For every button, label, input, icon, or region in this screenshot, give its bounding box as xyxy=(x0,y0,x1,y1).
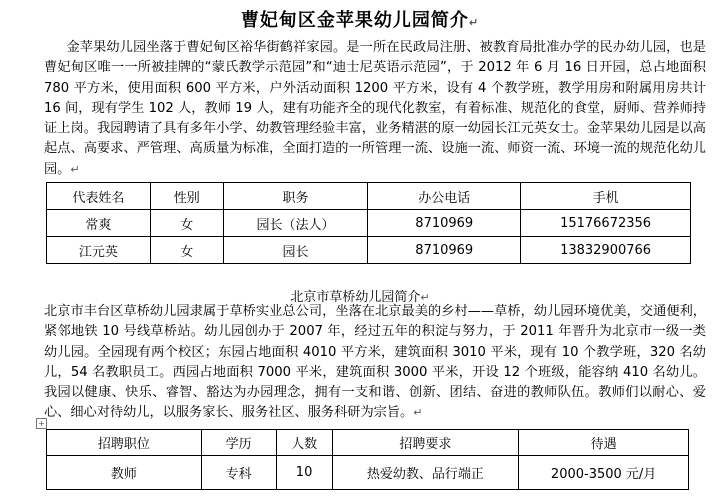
table-cell: 教师 xyxy=(47,456,202,490)
header-cell-office-phone: 办公电话 xyxy=(368,183,521,210)
table-cell: 10 xyxy=(276,456,332,490)
table-cell: 热爱幼教、品行端正 xyxy=(332,456,519,490)
table-cell: 常爽 xyxy=(47,210,151,237)
table-cell: 专科 xyxy=(201,456,276,490)
table-cell: 2000-3500 元/月 xyxy=(519,456,689,490)
table-cell: 园长 xyxy=(223,237,368,264)
table-anchor-icon[interactable]: + xyxy=(36,418,47,429)
section-subtitle: 北京市草桥幼儿园简介↵ xyxy=(290,290,430,305)
table-row xyxy=(47,210,691,237)
header-cell-name: 代表姓名 xyxy=(47,183,151,210)
header-cell-salary: 待遇 xyxy=(519,430,689,456)
table-row xyxy=(47,237,691,264)
header-cell-gender: 性别 xyxy=(150,183,223,210)
intro-paragraph-caoqiao: 北京市丰台区草桥幼儿园隶属于草桥实业总公司，坐落在北京最美的乡村——草桥，幼儿园环境优美，交通便利，紧邻地铁 10 号线草桥站。幼儿园创办于 2007 年，经过五年的积淀与努力，于 2011 年晋升为北京市一级一类幼儿园。全园现有两个校区；东园占地面积 4010 平方米，建筑面积 3010 平米，现有 10 个教学班，320 名幼儿，54 名教职员工。西园占地面积 7000 平米，建筑面积 3000 平米，开设 12 个班级，能容纳 410 名幼儿。我园以健康、快乐、睿智、豁达为办园理念，拥有一支和谐、创新、团结、奋进的教师队伍。教师们以耐心、爱心、细心对待幼儿，以服务家长、服务社区、服务科研为宗旨。↵ xyxy=(44,304,706,421)
header-cell-position: 职务 xyxy=(223,183,368,210)
header-cell-mobile: 手机 xyxy=(521,183,691,210)
paragraph-mark-icon: ↵ xyxy=(70,162,80,176)
table-cell: 13832900766 xyxy=(521,237,691,264)
header-cell-count: 人数 xyxy=(276,430,332,456)
table-cell: 8710969 xyxy=(368,210,521,237)
recruitment-table xyxy=(46,429,689,490)
document-title: 曹妃甸区金苹果幼儿园简介↵ xyxy=(240,10,480,31)
header-cell-job: 招聘职位 xyxy=(47,430,202,456)
representative-table xyxy=(46,182,691,264)
table-cell: 8710969 xyxy=(368,237,521,264)
paragraph-mark-icon: ↵ xyxy=(420,291,430,304)
table-cell: 15176672356 xyxy=(521,210,691,237)
table-cell: 园长（法人） xyxy=(223,210,368,237)
intro-paragraph-jinpingguo: 金苹果幼儿园坐落于曹妃甸区裕华街鹤祥家园。是一所在民政局注册、被教育局批准办学的民办幼儿园，也是曹妃甸区唯一一所被挂牌的“蒙氏教学示范园”和“迪士尼英语示范园”，于 2012 年 6 月 16 日开园，总占地面积 780 平方米，使用面积 600 平方米，户外活动面积 1200 平方米，设有 4 个教学班，教学用房和附属用房共计 16 间，现有学生 102 人，教师 19 人，建有功能齐全的现代化教室，有着标准、规范化的食堂，厨师、营养师持证上岗。我园聘请了具有多年小学、幼教管理经验丰富，业务精湛的原一幼园长江元英女士。金苹果幼儿园是以高起点、高要求、严管理、高质量为标准，全面打造的一所管理一流、设施一流、师资一流、环境一流的规范化幼儿园。↵ xyxy=(44,40,706,177)
paragraph-mark-icon: ↵ xyxy=(468,16,480,29)
paragraph-mark-icon: ↵ xyxy=(413,406,423,420)
table-cell: 女 xyxy=(150,237,223,264)
table-row xyxy=(47,456,689,490)
table-cell: 女 xyxy=(150,210,223,237)
header-cell-education: 学历 xyxy=(201,430,276,456)
table-header-row xyxy=(47,430,689,456)
table-header-row xyxy=(47,183,691,210)
header-cell-requirements: 招聘要求 xyxy=(332,430,519,456)
table-cell: 江元英 xyxy=(47,237,151,264)
